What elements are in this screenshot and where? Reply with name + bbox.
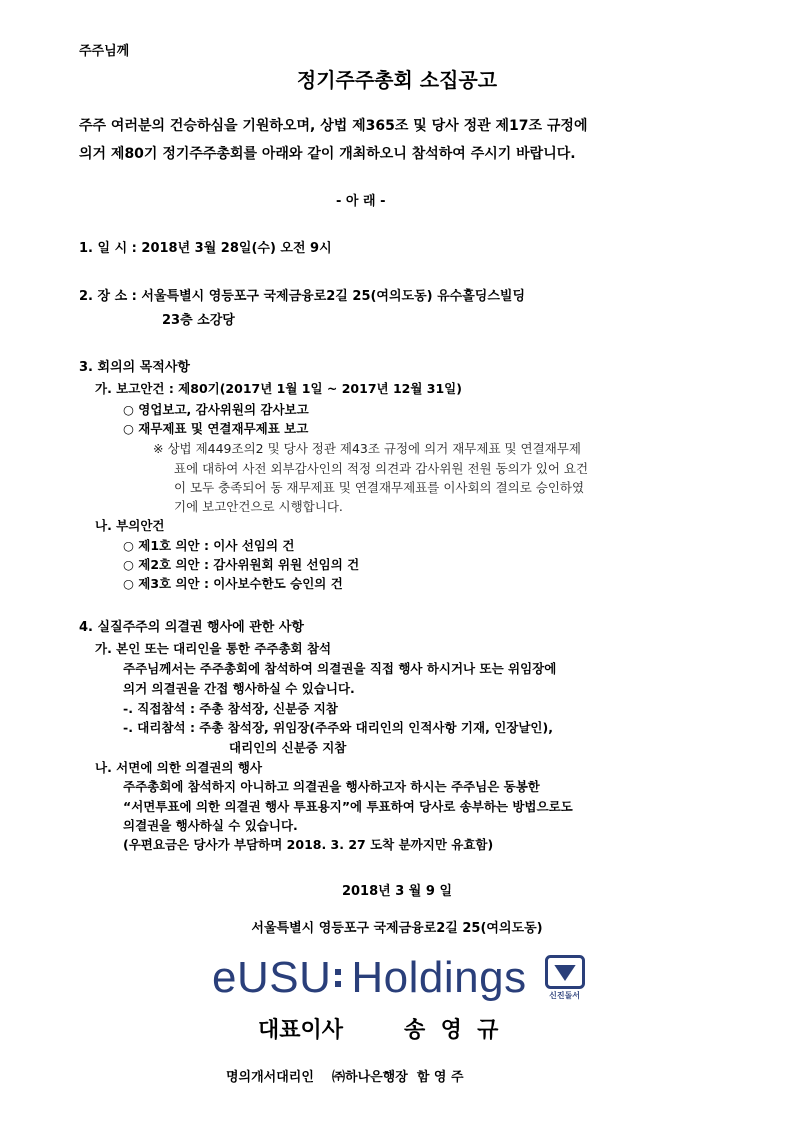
written-vote-line-1: 주주총회에 참석하지 아니하고 의결권을 행사하고자 하시는 주주님은 동봉한 [123,779,540,794]
proxy-attendance: -. 대리참석 : 주총 참석장, 위임장(주주와 대리인의 인적사항 기재, 인장날인), [123,720,553,735]
intro-line-2: 의거 제80기 정기주주총회를 아래와 같이 개최하오니 참석하여 주시기 바랍니다. [79,146,576,162]
intro-line-1: 주주 여러분의 건승하심을 기원하오며, 상법 제365조 및 당사 정관 제17조 규정에 [79,118,588,134]
written-vote-line-4: (우편요금은 당사가 부담하며 2018. 3. 27 도착 분까지만 유효함) [123,837,494,852]
venue-line-1: 2. 장 소 : 서울특별시 영등포구 국제금융로2길 25(여의도동) 유수홀딩스빌딩 [79,289,526,304]
logo-text-eusu: eUSU [212,953,332,1002]
section-mark: - 아 래 - [336,194,386,209]
ceo-label: 대표이사 [258,1018,344,1043]
attendance-label: 가. 본인 또는 대리인을 통한 주주총회 참석 [95,641,332,656]
attendance-line-1: 주주님께서는 주주총회에 참석하여 의결권을 직접 행사 하시거나 또는 위임장에 [123,661,557,676]
direct-attendance: -. 직접참석 : 주총 참석장, 신분증 지참 [123,701,338,716]
seal-caption: 신진돌서 [549,991,581,1000]
report-item-1: ○ 영업보고, 감사위원의 감사보고 [123,402,309,417]
report-label: 가. 보고안건 : 제80기(2017년 1월 1일 ~ 2017년 12월 31일) [95,381,462,396]
greeting: 주주님께 [79,44,130,59]
voting-heading: 4. 실질주주의 의결권 행사에 관한 사항 [79,620,304,635]
transfer-agent: 명의개서대리인 ㈜하나은행장 함 영 주 [226,1070,464,1085]
report-item-2: ○ 재무제표 및 연결재무제표 보고 [123,421,309,436]
written-vote-line-3: 의결권을 행사하실 수 있습니다. [123,818,298,833]
schedule-line: 1. 일 시 : 2018년 3월 28일(수) 오전 9시 [79,241,332,256]
agenda-heading: 3. 회의의 목적사항 [79,360,190,375]
seal-icon [545,955,585,989]
written-vote-line-2: “서면투표에 의한 의결권 행사 투표용지”에 투표하여 당사로 송부하는 방법으로도 [123,799,573,814]
page-title: 정기주주총회 소집공고 [296,68,498,92]
company-logo [212,948,585,1008]
attendance-line-2: 의거 의결권을 간접 행사하실 수 있습니다. [123,681,355,696]
company-seal [545,955,585,1001]
venue-line-2: 23층 소강당 [162,313,235,328]
company-address: 서울특별시 영등포구 국제금융로2길 25(여의도동) [251,921,543,936]
resolution-label: 나. 부의안건 [95,518,165,533]
ceo-name: 송 영 규 [404,1018,499,1043]
logo-dots-icon [335,966,341,990]
written-vote-label: 나. 서면에 의한 의결권의 행사 [95,760,263,775]
logo-text-holdings: Holdings [351,953,527,1002]
report-note-4: 기에 보고안건으로 시행합니다. [174,499,343,514]
resolution-item-2: ○ 제2호 의안 : 감사위원회 위원 선임의 건 [123,557,360,572]
resolution-item-1: ○ 제1호 의안 : 이사 선임의 건 [123,538,295,553]
report-note-1: ※ 상법 제449조의2 및 당사 정관 제43조 규정에 의거 재무제표 및 연결재무제 [153,441,581,456]
resolution-item-3: ○ 제3호 의안 : 이사보수한도 승인의 건 [123,576,343,591]
report-note-2: 표에 대하여 사전 외부감사인의 적정 의견과 감사위원 전원 동의가 있어 요건 [174,461,589,476]
proxy-attendance-2: 대리인의 신분증 지참 [229,740,347,755]
report-note-3: 이 모두 충족되어 동 재무제표 및 연결재무제표를 이사회의 결의로 승인하였 [174,480,585,495]
notice-date: 2018년 3 월 9 일 [341,884,453,899]
